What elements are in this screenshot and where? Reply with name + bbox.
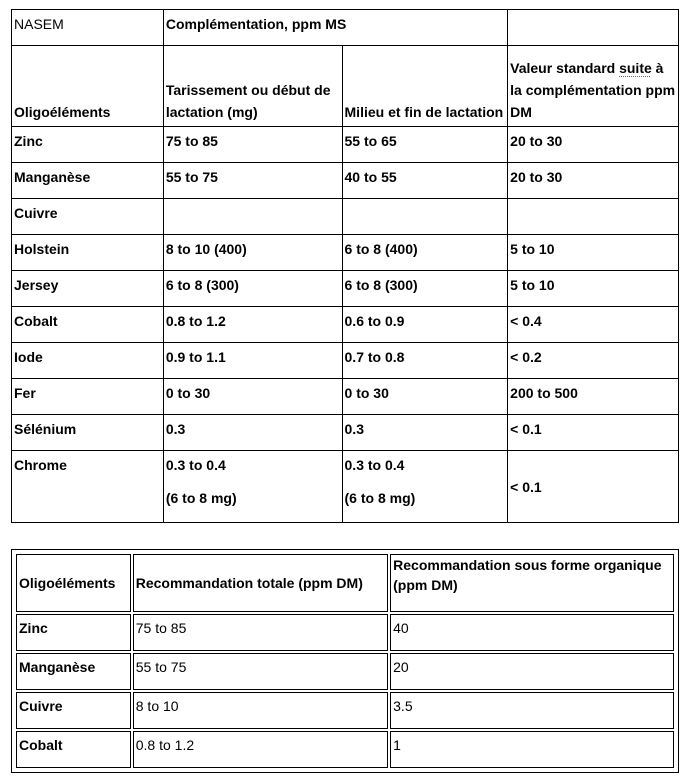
std-value: < 0.1 [508, 451, 679, 523]
std-value: 200 to 500 [508, 379, 679, 415]
element-name: Zinc [16, 614, 131, 651]
dry-value [163, 451, 342, 523]
empty-cell [508, 10, 679, 46]
col-header-total: Recommandation totale (ppm DM) [133, 554, 388, 612]
mid-value [342, 199, 508, 235]
table-row [16, 653, 674, 690]
mid-value: 0.3 [342, 415, 508, 451]
element-name: Manganèse [16, 653, 131, 690]
table-row [16, 554, 674, 612]
recommendation-table [14, 552, 676, 770]
element-name: Cobalt [16, 731, 131, 768]
table-row [12, 199, 679, 235]
dry-value: 0.8 to 1.2 [163, 307, 342, 343]
element-name: Fer [12, 379, 164, 415]
table-row [16, 731, 674, 768]
std-value: < 0.1 [508, 415, 679, 451]
dry-value: 6 to 8 (300) [163, 271, 342, 307]
dry-value: 0 to 30 [163, 379, 342, 415]
total-value: 0.8 to 1.2 [133, 731, 388, 768]
col-header-organic: Recommandation sous forme organique (ppm DM) [390, 554, 674, 612]
mid-value: 40 to 55 [342, 163, 508, 199]
mid-value: 0.6 to 0.9 [342, 307, 508, 343]
table-row [12, 343, 679, 379]
table-row [12, 271, 679, 307]
total-value: 75 to 85 [133, 614, 388, 651]
spellcheck-word[interactable]: suite [619, 60, 652, 76]
table-row [16, 692, 674, 729]
element-name: Cuivre [16, 692, 131, 729]
std-text-1: Valeur standard [510, 60, 620, 76]
std-value [508, 199, 679, 235]
group-header: Complémentation, ppm MS [163, 10, 507, 46]
std-value: 5 to 10 [508, 271, 679, 307]
dry-value: 55 to 75 [163, 163, 342, 199]
dry-line-1: 0.3 to 0.4 [165, 457, 226, 473]
source-cell: NASEM [12, 10, 164, 46]
supplementation-table [11, 9, 679, 523]
dry-value [163, 199, 342, 235]
mid-value: 55 to 65 [342, 127, 508, 163]
table-row [12, 10, 679, 46]
std-value: 20 to 30 [508, 163, 679, 199]
mid-value: 0.7 to 0.8 [342, 343, 508, 379]
std-text-2: à la complémentation ppm DM [510, 60, 676, 120]
element-name: Holstein [12, 235, 164, 271]
mid-value: 0 to 30 [342, 379, 508, 415]
table-row [12, 379, 679, 415]
element-name: Chrome [12, 451, 164, 523]
dry-value: 0.9 to 1.1 [163, 343, 342, 379]
element-name: Iode [12, 343, 164, 379]
col-header-standard [508, 46, 679, 127]
table-row [12, 46, 679, 127]
std-value: 5 to 10 [508, 235, 679, 271]
element-name: Sélénium [12, 415, 164, 451]
mid-value: 6 to 8 (300) [342, 271, 508, 307]
recommendation-table-frame [11, 549, 679, 773]
organic-value: 40 [390, 614, 674, 651]
element-name: Cobalt [12, 307, 164, 343]
table-row [12, 415, 679, 451]
table-row [12, 163, 679, 199]
organic-value: 1 [390, 731, 674, 768]
dry-value: 75 to 85 [163, 127, 342, 163]
organic-value: 3.5 [390, 692, 674, 729]
dry-value: 0.3 [163, 415, 342, 451]
table-row [12, 307, 679, 343]
organic-value: 20 [390, 653, 674, 690]
std-value: < 0.2 [508, 343, 679, 379]
col-header-element: Oligoéléments [16, 554, 131, 612]
std-value: < 0.4 [508, 307, 679, 343]
dry-line-2: (6 to 8 mg) [165, 490, 237, 506]
table-row [12, 451, 679, 523]
element-name: Zinc [12, 127, 164, 163]
element-name: Cuivre [12, 199, 164, 235]
table-row [12, 235, 679, 271]
mid-line-1: 0.3 to 0.4 [344, 457, 405, 473]
col-header-dry: Tarissement ou début de lactation (mg) [163, 46, 342, 127]
col-header-mid: Milieu et fin de lactation [342, 46, 508, 127]
mid-value [342, 451, 508, 523]
table-row [16, 614, 674, 651]
element-name: Manganèse [12, 163, 164, 199]
dry-value: 8 to 10 (400) [163, 235, 342, 271]
std-value: 20 to 30 [508, 127, 679, 163]
mid-value: 6 to 8 (400) [342, 235, 508, 271]
mid-line-2: (6 to 8 mg) [344, 490, 416, 506]
table-row [12, 127, 679, 163]
total-value: 55 to 75 [133, 653, 388, 690]
element-name: Jersey [12, 271, 164, 307]
total-value: 8 to 10 [133, 692, 388, 729]
col-header-element: Oligoéléments [12, 46, 164, 127]
